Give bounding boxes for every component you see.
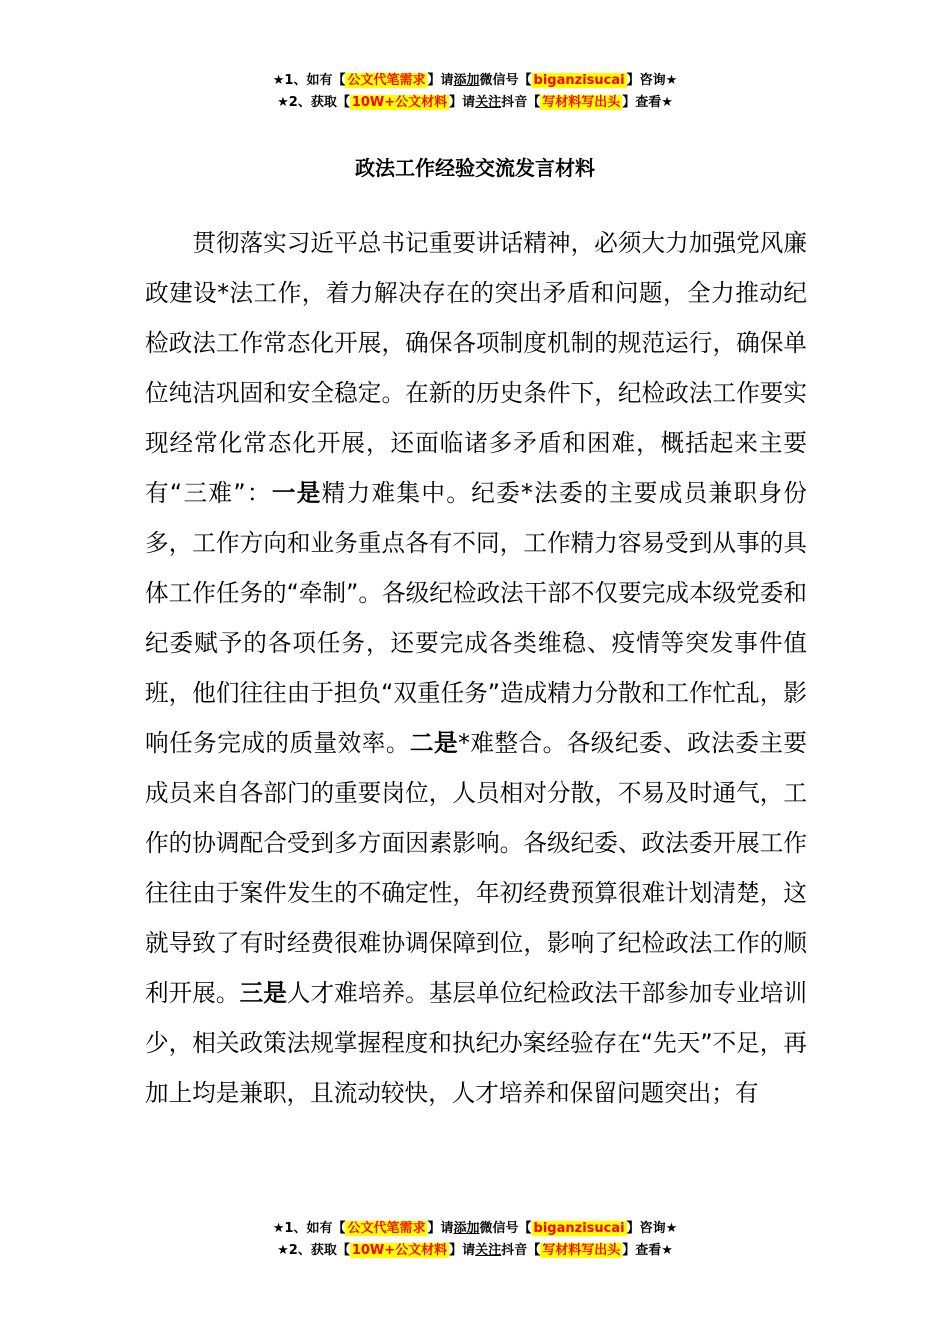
banner-line-1: ★1、如有【 公文代笔需求 】请添加微信号【 biganzisucai 】咨询★ — [272, 73, 678, 88]
highlight-wechat-id: biganzisucai — [533, 1221, 625, 1236]
document-title: 政法工作经验交流发言材料 — [355, 156, 595, 180]
banner-line-1: ★1、如有【 公文代笔需求 】请添加微信号【 biganzisucai 】咨询★ — [272, 1221, 678, 1236]
banner-line-2: ★2、获取【 10W+公文材料 】请关注抖音【 写材料写出头 】查看★ — [277, 95, 673, 110]
keyword-first: 一是 — [271, 479, 322, 507]
highlight-wechat-id: biganzisucai — [533, 73, 625, 88]
highlight-materials: 10W+公文材料 — [351, 1243, 448, 1258]
banner-line-2: ★2、获取【 10W+公文材料 】请关注抖音【 写材料写出头 】查看★ — [277, 1243, 673, 1258]
body-paragraph: 贯彻落实习近平总书记重要讲话精神，必须大力加强党风廉政建设*法工作，着力解决存在的突出矛盾和问题，全力推动纪检政法工作常态化开展，确保各项制度机制的规范运行，确保单位纯洁巩固和安全稳定。在新的历史条件下，纪检政法工作要实现经常化常态化开展，还面临诸多矛盾和困难，概括起来主要有“三难”：一是精力难集中。纪委*法委的主要成员兼职身份多，工作方向和业务重点各有不同，工作精力容易受到从事的具体工作任务的“牵制”。各级纪检政法干部不仅要完成本级党委和纪委赋予的各项任务，还要完成各类维稳、疫情等突发事件值班，他们往往由于担负“双重任务”造成精力分散和工作忙乱，影响任务完成的质量效率。二是*难整合。各级纪委、政法委主要成员来自各部门的重要岗位，人员相对分散，不易及时通气，工作的协调配合受到多方面因素影响。各级纪委、政法委开展工作往往由于案件发生的不确定性，年初经费预算很难计划清楚，这就导致了有时经费很难协调保障到位，影响了纪检政法工作的顺利开展。三是人才难培养。基层单位纪检政法干部参加专业培训少，相关政策法规掌握程度和执纪办案经验存在“先天”不足，再加上均是兼职，且流动较快，人才培养和保留问题突出；有 — [145, 229, 808, 1107]
highlight-service: 公文代笔需求 — [347, 73, 426, 88]
keyword-second: 二是 — [409, 729, 459, 757]
highlight-service: 公文代笔需求 — [347, 1221, 426, 1236]
keyword-third: 三是 — [239, 979, 287, 1007]
highlight-douyin: 写材料写出头 — [542, 1243, 621, 1258]
highlight-douyin: 写材料写出头 — [542, 95, 621, 110]
header-banner — [0, 70, 950, 114]
highlight-materials: 10W+公文材料 — [351, 95, 448, 110]
footer-banner — [0, 1218, 950, 1262]
